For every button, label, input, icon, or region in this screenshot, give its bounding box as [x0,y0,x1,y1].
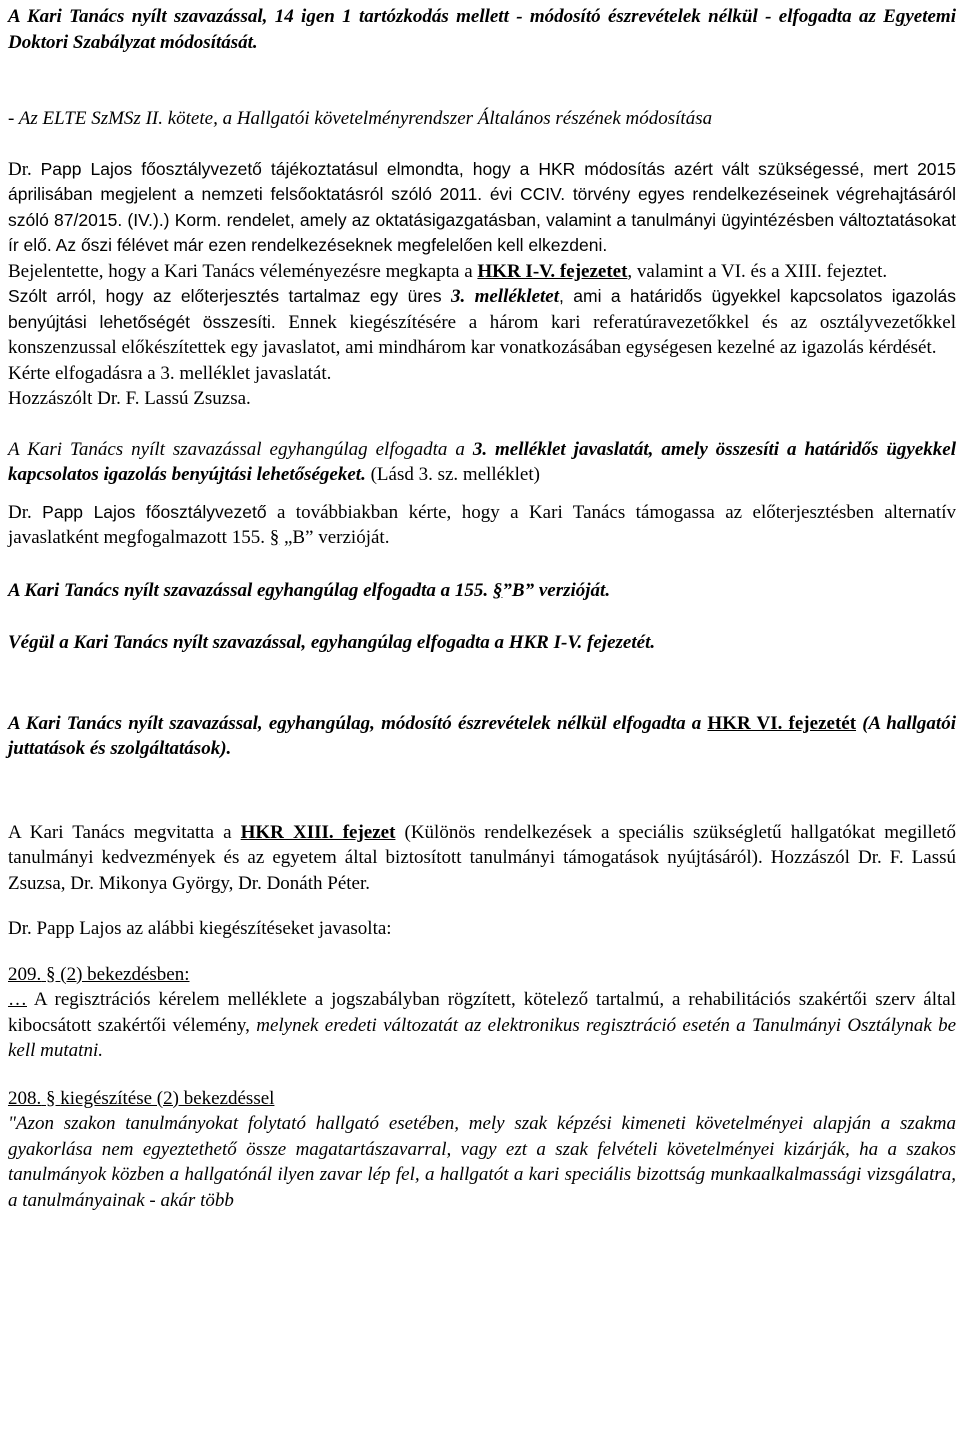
text-segment: a továbbiakban kérte, hogy a Kari Tanács támogassa az előterjesztésben alternatív javaslatként megfogalmazott 155. [8,501,956,548]
text-segment: A Kari Tanács nyílt szavazással, egyhangúlag, módosító észrevételek nélkül elfogadta a [8,712,708,734]
paragraph-hkr-xiii [8,820,956,897]
text-segment: Bejelentette, hogy a Kari Tanács véleményezésre megkapta a [8,260,478,282]
paragraph-annex-3 [8,284,956,361]
resolution-version-b [8,578,956,604]
text-segment: 208. [8,1087,42,1109]
text-segment: ”B” verzióját. [502,579,611,601]
resolution-doctoral-regulation: A Kari Tanács nyílt szavazással, 14 igen 1 tartózkodás mellett - módosító észrevételek nélkül - elfogadta az Egyetemi Doktori Szabályzat módosítását. [8,6,956,53]
paragraph-request-approval: Kérte elfogadásra a 3. melléklet javaslatát. [8,362,332,384]
section-209-heading [8,962,956,988]
paragraph-version-b-request [8,500,956,551]
ellipsis: … [8,989,27,1010]
paragraph-contribution: Hozzászólt Dr. F. Lassú Zsuzsa. [8,388,251,409]
text-segment: 3. melléklet javaslatát, amely összesíti a határidős ügyekkel kapcsolatos igazolás benyújtási lehetőségeket. [8,438,956,485]
section-sign: § [269,527,280,548]
paragraph-papp-info [8,157,956,259]
text-segment: melynek eredeti változatát az elektronikus regisztráció esetén a Tanulmányi Osztálynak be kell mutatni. [8,1014,956,1061]
annex-3-reference: 3. mellékletet [451,286,559,307]
text-segment: (2) bekezdésben: [60,963,190,985]
hkr-xiii-reference: HKR XIII. fejezet [240,821,396,843]
text-segment: A Kari Tanács nyílt szavazással egyhangúlag elfogadta a [8,438,473,460]
text-segment: 209. [8,963,42,985]
agenda-item-hkr: - Az ELTE SzMSz II. kötete, a Hallgatói követelményrendszer Általános részének módosítása [8,108,713,129]
section-sign: § [46,963,56,985]
text-segment: Szólt arról, hogy az előterjesztés tartalmaz egy üres [8,286,452,306]
text-segment: kiegészítése (2) bekezdéssel [60,1087,275,1109]
text-segment: (A hallgatói juttatások és szolgáltatások). [8,712,956,759]
text-segment: A Kari Tanács nyílt szavazással egyhangúlag elfogadta a 155. [8,579,493,601]
text-segment: A Kari Tanács megvitatta a [8,821,241,843]
paragraph-208-text: "Azon szakon tanulmányokat folytató hallgató esetében, mely szak képzési kimeneti követelményei alapján a szakma gyakorlása nem egyeztethető össze magatartászavarral, vagy ezt a szak felvételi követelményei kizárják, ha a szakos tanulmányok közben a hallgatónál ilyen zavar lép fel, a hallgatót a kari speciális bizottság munkaalkalmassági vizsgálatra, a tanulmányainak - akár több [8,1113,956,1211]
paragraph-proposals: Dr. Papp Lajos az alábbi kiegészítéseket javasolta: [8,918,392,939]
section-sign: § [492,579,503,601]
text-segment: , ami a határidős ügyekkel kapcsolatos igazolás benyújtási lehetőségét összesíti. [8,286,956,332]
section-208-heading [8,1086,956,1112]
resolution-hkr-vi [8,711,956,762]
paragraph-hkr-chapters [8,259,956,285]
text-segment: Papp Lajos főosztályvezető [42,501,267,522]
text-segment: Dr. [8,501,43,523]
text-segment: „B” verzióját. [279,527,390,548]
text-segment: Papp Lajos főosztályvezető tájékoztatásul elmondta, hogy a HKR módosítás azért vált szükségessé, mert 2015 áprilisában megjelent a nemzeti felsőoktatásról szóló 2011. évi CCIV. törvény egyes rendelkezéseinek végrehajtásáról szóló 87/2015. (IV.).) Korm. rendelet, amely az oktatásigazgatásban, valamint a tanulmányi ügyintézésben változtatásokat ír elő. Az őszi félévet már ezen rendelkezéseknek megfelelően kell elkezdeni. [8,158,956,255]
resolution-hkr-i-v: Végül a Kari Tanács nyílt szavazással, egyhangúlag elfogadta a HKR I-V. fejezetét. [8,632,656,653]
paragraph-209-text [8,987,956,1064]
hkr-i-v-reference: HKR I-V. fejezetet [477,260,628,282]
resolution-annex-3 [8,437,956,488]
text-segment: (Lásd 3. sz. melléklet) [365,464,540,485]
text-segment: Ennek kiegészítésére a három kari referatúravezetőkkel és az osztályvezetőkkel konszenzussal előkészítettek egy javaslatot, ami mindhárom kar vonatkozásában egységesen kezelné az igazolás kérdését. [8,311,956,358]
text-segment: A regisztrációs kérelem melléklete a jogszabályban rögzített, kötelező tartalmú, a rehabilitációs szakértői szerv által kibocsátott szakértői vélemény, [8,989,956,1036]
section-sign: § [46,1087,56,1109]
hkr-vi-reference: HKR VI. fejezetét [707,712,857,734]
text-segment: , valamint a VI. és a XIII. fejeztet. [627,260,888,282]
text-segment: (Különös rendelkezések a speciális szükségletű hallgatókat megillető tanulmányi kedvezmények és az egyetem által biztosított tanulmányi támogatások nyújtásáról). Hozzászól Dr. F. Lassú Zsuzsa, Dr. Mikonya György, Dr. Donáth Péter. [8,821,956,894]
text-segment: Dr. [8,158,41,180]
